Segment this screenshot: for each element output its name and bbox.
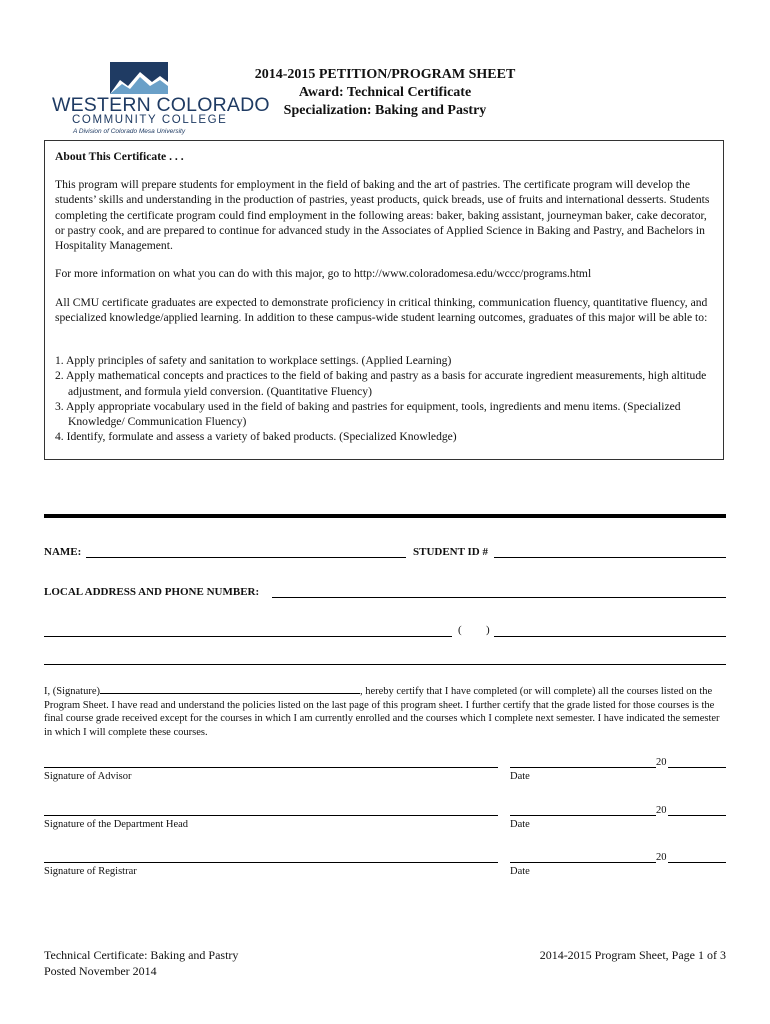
outcomes-list [55,353,715,445]
outcome-item: 3. Apply appropriate vocabulary used in the field of baking and pastries for equipment, tools, ingredients and menu items. (Specialized Knowledge/ Communication Fluency) [55,399,681,429]
registrar-year-prefix: 20 [656,852,667,863]
footer-program-name: Technical Certificate: Baking and Pastry [44,948,239,962]
thin-divider [44,664,726,665]
mountain-logo-icon [110,62,168,94]
registrar-signature-field[interactable] [44,862,498,863]
phone-number-field[interactable] [494,636,726,637]
certify-text: , hereby certify that I have completed (or will complete) all the courses listed on the Program Sheet. I have read and understand the policies listed on the last page of this program sheet. I further certify that the grade listed for those courses is the final course grade received except for the courses in which I am currently enrolled and the courses which I complete next semester. I have indicated the semester in which I will complete these courses. [44,686,720,738]
certificate-info-box [44,140,724,460]
name-label: NAME: [44,546,82,558]
name-field[interactable] [86,557,406,558]
address-field[interactable] [272,597,726,598]
advisor-year-prefix: 20 [656,757,667,768]
footer-posted-date: Posted November 2014 [44,964,157,978]
registrar-year-field[interactable] [668,862,726,863]
outcome-item: 1. Apply principles of safety and sanitation to workplace settings. (Applied Learning) [55,354,452,367]
footer-page-number: 2014-2015 Program Sheet, Page 1 of 3 [539,948,726,962]
address-line-2-field[interactable] [44,636,452,637]
advisor-signature-label: Signature of Advisor [44,771,132,782]
advisor-date-field[interactable] [510,767,656,768]
registrar-signature-label: Signature of Registrar [44,866,137,877]
address-label: LOCAL ADDRESS AND PHONE NUMBER: [44,586,260,598]
logo-college-name: WESTERN COLORADO [52,94,270,116]
department-head-signature-label: Signature of the Department Head [44,819,189,830]
registrar-date-field[interactable] [510,862,656,863]
department-head-date-label: Date [510,819,530,830]
phone-open-paren: ( [458,624,462,636]
department-head-date-field[interactable] [510,815,656,816]
outcomes-intro: All CMU certificate graduates are expected to demonstrate proficiency in critical thinking, communication fluency, quantitative fluency, and specialized knowledge/applied learning. In addition to these campus-wide student learning outcomes, graduates of this major will be able to: [55,296,708,325]
section-divider [44,514,726,518]
department-head-signature-field[interactable] [44,815,498,816]
outcome-item: 2. Apply mathematical concepts and practices to the field of baking and pastry as a basis for accurate ingredient measurements, high altitude adjustment, and formula yield conversion. (Quantitative Fluency) [55,369,707,398]
award-title: Award: Technical Certificate [298,85,472,100]
outcome-item: 4. Identify, formulate and assess a variety of baked products. (Specialized Knowledge) [55,430,457,444]
more-info-text: For more information on what you can do with this major, go to http://www.coloradomesa.edu/wccc/programs.html [55,267,592,280]
advisor-signature-field[interactable] [44,767,498,768]
advisor-date-label: Date [510,771,530,782]
logo-college-subname: COMMUNITY COLLEGE [72,114,228,126]
student-signature-field[interactable] [100,683,360,694]
student-id-field[interactable] [494,557,726,558]
phone-close-paren: ) [486,624,490,636]
page-title: 2014-2015 PETITION/PROGRAM SHEET [254,67,516,82]
certificate-intro: This program will prepare students for employment in the field of baking and the art of pastries. The certificate program will develop the students’ skills and understanding in the production of pastries, yeast products, quick breads, use of fruits and international desserts. Students completing the certificate program could find employment in the following areas: baker, baking assistant, journeyman baker, cake decorator, or pastry cook, and are prepared to continue for advanced study in the Associates of Applied Science in Baking and Pastry, and Bachelors in Hospitality Management. [55,178,710,253]
certify-prefix: I, (Signature) [44,686,100,697]
logo-division-text: A Division of Colorado Mesa University [73,128,186,135]
department-head-year-prefix: 20 [656,805,667,816]
certification-statement [44,683,726,739]
student-id-label: STUDENT ID # [413,546,488,558]
registrar-date-label: Date [510,866,530,877]
certificate-heading: About This Certificate . . . [55,150,184,163]
department-head-year-field[interactable] [668,815,726,816]
specialization-title: Specialization: Baking and Pastry [283,103,487,118]
advisor-year-field[interactable] [668,767,726,768]
